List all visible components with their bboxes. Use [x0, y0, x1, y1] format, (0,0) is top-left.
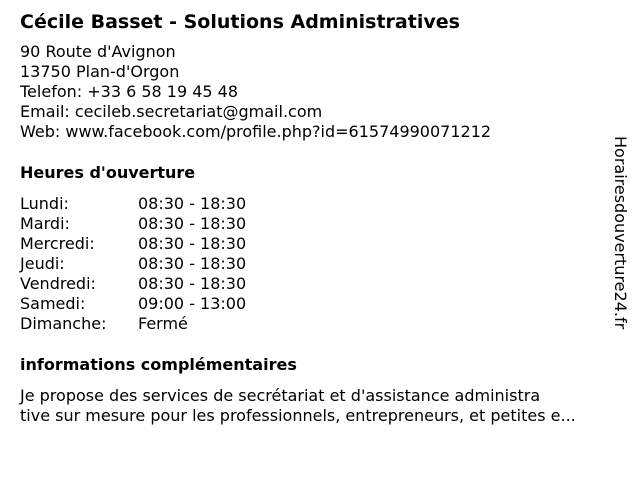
hours-row-tuesday [20, 214, 620, 234]
business-card [20, 10, 620, 426]
opening-hours-heading: Heures d'ouverture [20, 163, 196, 182]
hours-row-friday [20, 274, 620, 294]
day-label: Lundi: [20, 194, 69, 213]
day-hours: 08:30 - 18:30 [138, 274, 247, 293]
day-label: Vendredi: [20, 274, 96, 293]
day-hours: 08:30 - 18:30 [138, 234, 247, 253]
hours-row-saturday [20, 294, 620, 314]
additional-info-line-1: Je propose des services de secrétariat et d'assistance administra [20, 386, 541, 405]
additional-info-heading: informations complémentaires [20, 355, 297, 374]
business-name: Cécile Basset - Solutions Administratives [20, 11, 460, 33]
hours-row-wednesday [20, 234, 620, 254]
day-label: Mardi: [20, 214, 70, 233]
address-street: 90 Route d'Avignon [20, 42, 176, 61]
hours-row-sunday [20, 314, 620, 334]
day-hours: 09:00 - 13:00 [138, 294, 247, 313]
email-address: Email: cecileb.secretariat@gmail.com [20, 102, 323, 121]
day-label: Mercredi: [20, 234, 95, 253]
hours-row-monday [20, 194, 620, 214]
phone-number: Telefon: +33 6 58 19 45 48 [20, 82, 239, 101]
day-label: Jeudi: [20, 254, 65, 273]
site-watermark: Horairesdouverture24.fr [611, 136, 630, 330]
day-hours: 08:30 - 18:30 [138, 214, 247, 233]
day-label: Dimanche: [20, 314, 107, 333]
opening-hours-table [20, 194, 620, 334]
day-label: Samedi: [20, 294, 86, 313]
additional-info-line-2: tive sur mesure pour les professionnels, entrepreneurs, et petites e... [20, 406, 576, 425]
day-hours: 08:30 - 18:30 [138, 254, 247, 273]
website-url: Web: www.facebook.com/profile.php?id=61574990071212 [20, 122, 492, 141]
hours-row-thursday [20, 254, 620, 274]
day-hours: Fermé [138, 314, 188, 333]
day-hours: 08:30 - 18:30 [138, 194, 247, 213]
address-city: 13750 Plan-d'Orgon [20, 62, 180, 81]
